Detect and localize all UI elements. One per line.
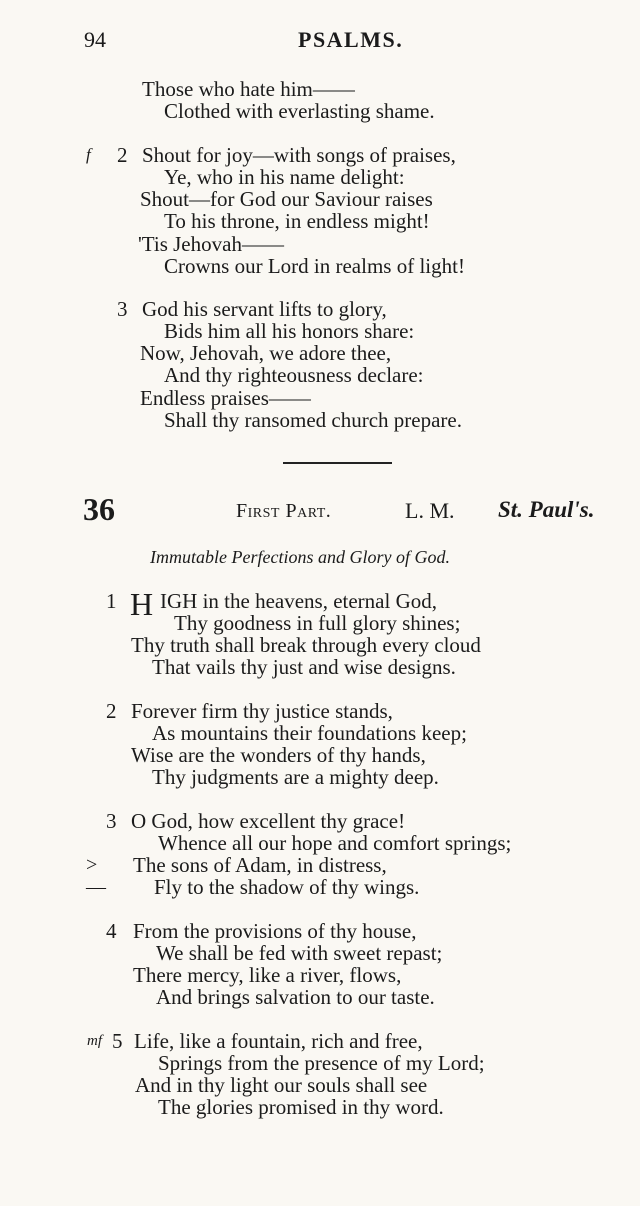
hymn-subject: Immutable Perfections and Glory of God. [150,547,450,567]
verse-line: Whence all our hope and comfort springs; [158,831,512,855]
verse-line: Thy truth shall break through every cloud [131,633,481,657]
verse-line: And brings salvation to our taste. [156,985,435,1009]
verse-line: Now, Jehovah, we adore thee, [140,341,392,365]
hymn-number: 36 [83,491,115,527]
verse-line: O God, how excellent thy grace! [131,809,406,833]
verse-line: To his throne, in endless might! [164,209,430,233]
verse-line: Shout—for God our Saviour raises [140,187,433,211]
page-number: 94 [84,27,106,52]
section-divider [283,462,392,464]
verse-line: Crowns our Lord in realms of light! [164,254,465,278]
verse-line: Shout for joy—with songs of praises, [142,143,456,167]
verse-number: 2 [106,699,117,723]
verse-line: That vails thy just and wise designs. [152,655,456,679]
hymn-part: First Part. [236,500,332,522]
verse-line: There mercy, like a river, flows, [133,963,402,987]
verse-line: Life, like a fountain, rich and free, [134,1029,423,1053]
verse-line: The sons of Adam, in distress, [133,853,387,877]
verse-line: Shall thy ransomed church prepare. [164,408,462,432]
verse-line: Ye, who in his name delight: [164,165,405,189]
verse-line: From the provisions of thy house, [133,919,417,943]
verse-line: Springs from the presence of my Lord; [158,1051,485,1075]
verse-number: 1 [106,589,117,613]
hymn-meter: L. M. [405,498,455,523]
verse-number: 3 [117,297,128,321]
verse-line: Thy judgments are a mighty deep. [152,765,439,789]
drop-cap: H [130,586,154,622]
hymn-tune: St. Paul's. [498,497,595,522]
verse-line: Endless praises—— [140,386,311,410]
verse-number: 2 [117,143,128,167]
verse-line: Thy goodness in full glory shines; [174,611,461,635]
verse-line: Bids him all his honors share: [164,319,415,343]
verse-line: Forever firm thy justice stands, [131,699,393,723]
verse-line: 'Tis Jehovah—— [138,232,284,256]
verse-line: Wise are the wonders of thy hands, [131,743,426,767]
verse-line: And thy righteousness declare: [164,363,424,387]
verse-number: 5 [112,1029,123,1053]
running-title: PSALMS. [298,27,404,52]
expression-mark: — [86,876,106,898]
verse-line: As mountains their foundations keep; [152,721,467,745]
verse-line: IGH in the heavens, eternal God, [160,589,437,613]
verse-line: Clothed with everlasting shame. [164,99,435,123]
verse-line: Fly to the shadow of thy wings. [154,875,420,899]
verse-number: 4 [106,919,117,943]
verse-line: The glories promised in thy word. [158,1095,444,1119]
verse-line: And in thy light our souls shall see [135,1073,428,1097]
verse-line: We shall be fed with sweet repast; [156,941,443,965]
verse-number: 3 [106,809,117,833]
expression-mark: > [86,854,98,876]
verse-line: God his servant lifts to glory, [142,297,387,321]
verse-line: Those who hate him—— [142,77,355,101]
dynamic-marking: mf [87,1033,102,1049]
dynamic-marking: f [86,145,91,164]
